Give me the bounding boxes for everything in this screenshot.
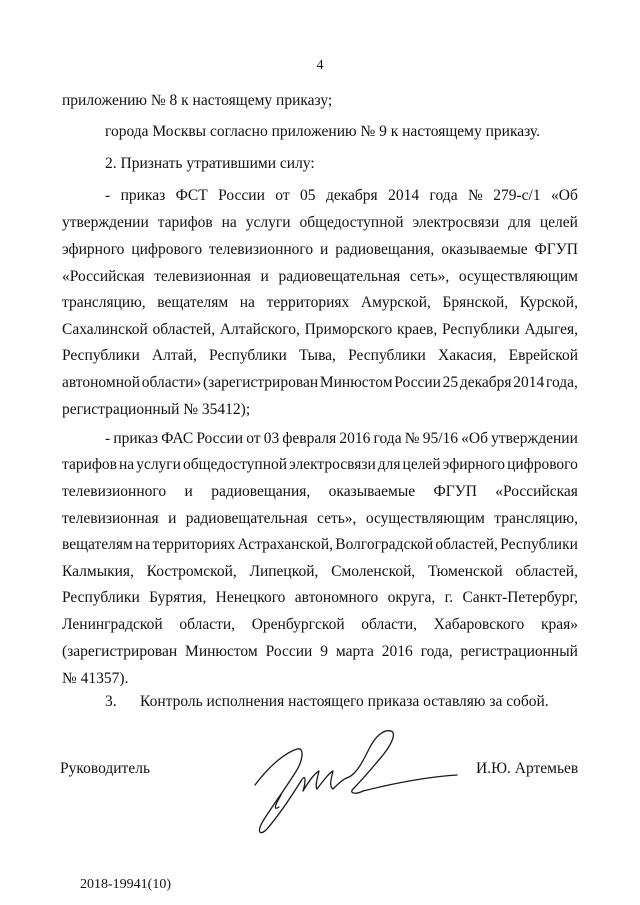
text-line: «Российская телевизионная и радиовещательная сеть», осуществляющим [62, 268, 578, 285]
text-line: Ленинградской области, Оренбургской области, Хабаровского края» [62, 616, 578, 633]
text-line: Сахалинской областей, Алтайского, Приморского краев, Республики Адыгея, [62, 321, 578, 338]
text-line: 2. Признать утратившими силу: [105, 155, 315, 172]
item-3-number: 3. [105, 693, 117, 710]
item-3-text: Контроль исполнения настоящего приказа оставляю за собой. [140, 693, 549, 710]
text-line: города Москвы согласно приложению № 9 к настоящему приказу. [105, 123, 540, 140]
text-line: телевизионного и радиовещания, оказываемые ФГУП «Российская [62, 483, 578, 500]
signatory-title: Руководитель [60, 760, 151, 777]
text-line: Республики Бурятия, Ненецкого автономного округа, г. Санкт-Петербург, [62, 589, 578, 606]
text-line: утверждении тарифов на услуги общедоступной электросвязи для целей [62, 214, 578, 231]
page-number: 4 [316, 58, 324, 73]
text-line: телевизионная и радиовещательная сеть», осуществляющим трансляцию, [62, 510, 578, 527]
text-line: № 41357). [62, 670, 129, 687]
document-code: 2018-19941(10) [80, 877, 171, 892]
text-line: эфирного цифрового телевизионного и радиовещания, оказываемые ФГУП [62, 241, 578, 258]
text-line: трансляцию, вещателям на территориях Амурской, Брянской, Курской, [62, 294, 578, 311]
text-line: - приказ ФАС России от 03 февраля 2016 года № 95/16 «Об утверждении [105, 430, 578, 447]
text-line: автономной области» (зарегистрирован Минюстом России 25 декабря 2014 года, [62, 374, 578, 391]
handwritten-signature [245, 725, 460, 840]
text-line: (зарегистрирован Минюстом России 9 марта 2016 года, регистрационный [62, 643, 578, 660]
text-line: Республики Алтай, Республики Тыва, Республики Хакасия, Еврейской [62, 347, 578, 364]
text-line: приложению № 8 к настоящему приказу; [62, 92, 333, 109]
text-line: тарифов на услуги общедоступной электросвязи для целей эфирного цифрового [62, 456, 578, 473]
signatory-name: И.Ю. Артемьев [476, 760, 579, 777]
text-line: регистрационный № 35412); [62, 401, 251, 418]
text-line: Калмыкия, Костромской, Липецкой, Смоленской, Тюменской областей, [62, 563, 578, 580]
text-line: вещателям на территориях Астраханской, Волгоградской областей, Республики [62, 536, 578, 553]
text-line: - приказ ФСТ России от 05 декабря 2014 года № 279-с/1 «Об [105, 187, 578, 204]
